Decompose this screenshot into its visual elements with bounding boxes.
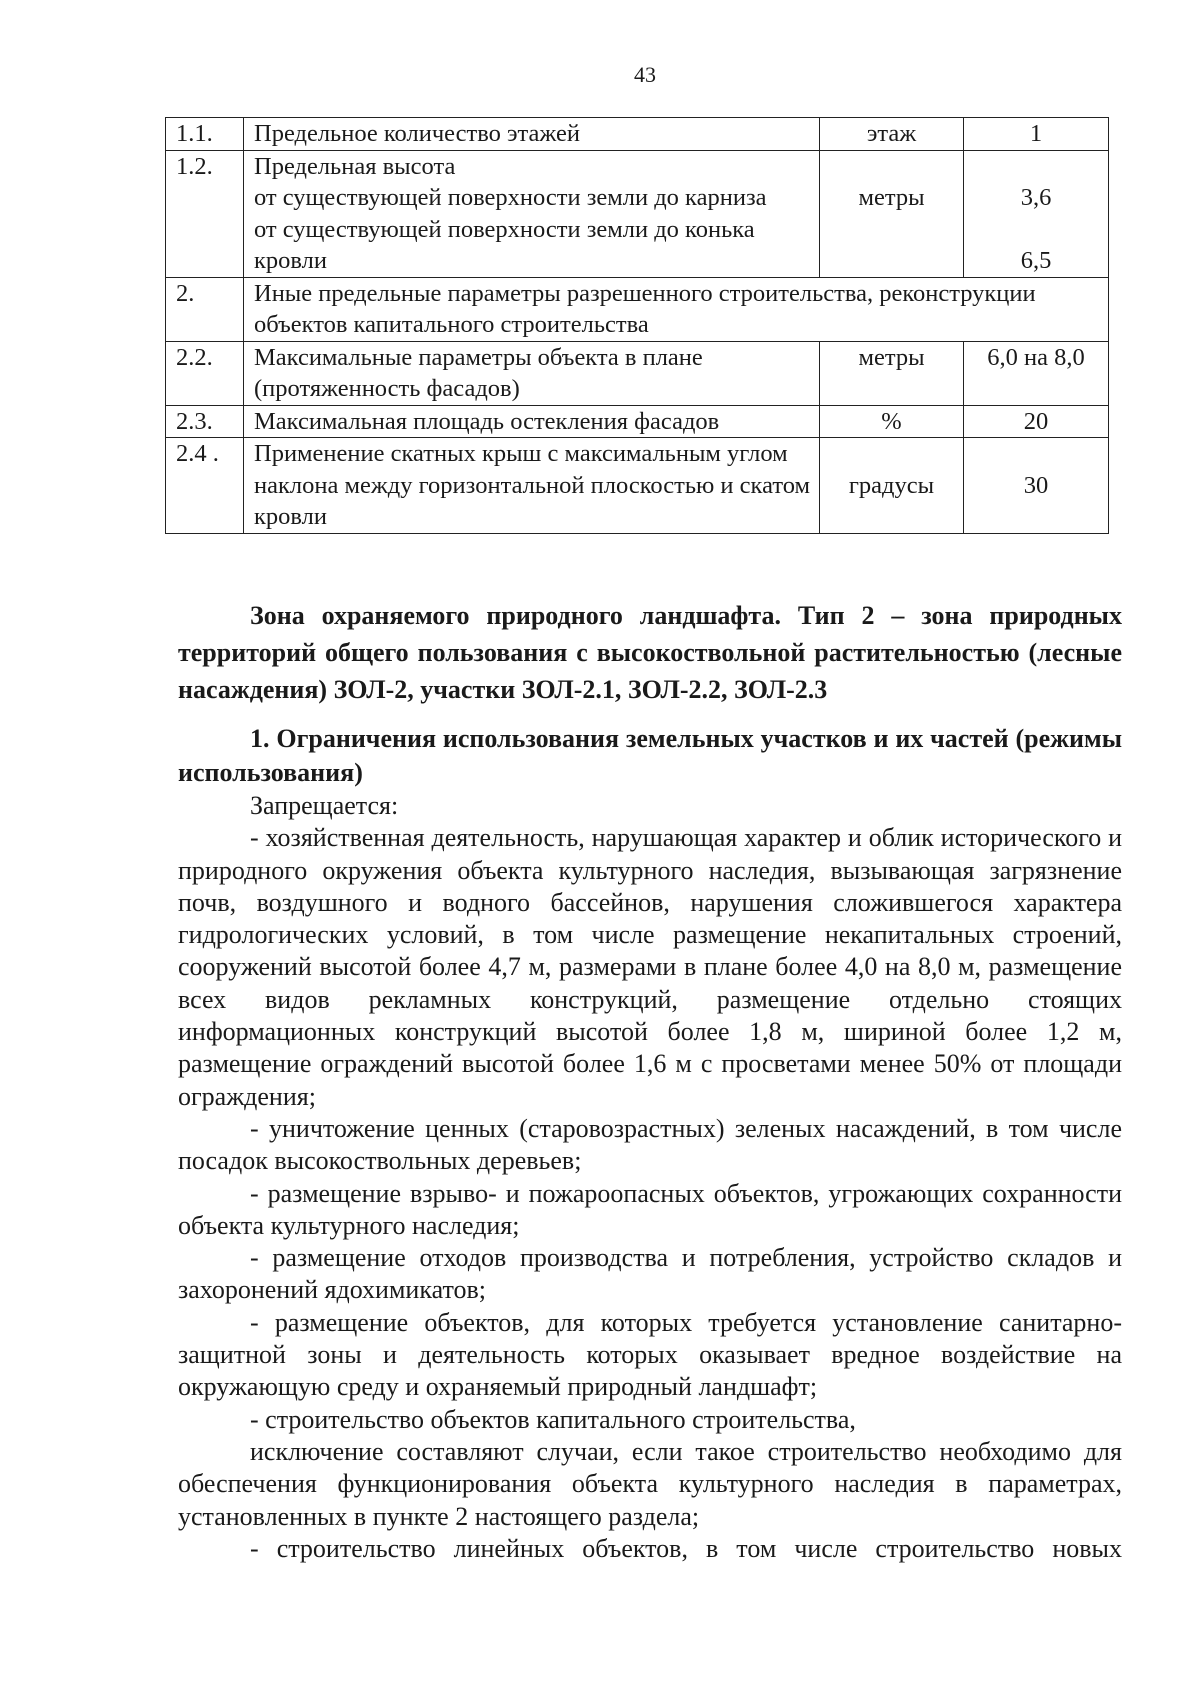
row-parameter: Предельное количество этажей [244, 118, 820, 151]
row-number: 2. [166, 277, 244, 341]
page-number: 43 [634, 62, 656, 87]
paragraph: - строительство объектов капитального строительства, [250, 1404, 856, 1434]
row-parameter: Применение скатных крыш с максимальным углом наклона между горизонтальной плоскостью и скатом кровли [244, 438, 820, 534]
parameters-table [165, 117, 1109, 534]
row-parameter: Иные предельные параметры разрешенного строительства, реконструкции объектов капитального строительства [244, 277, 1109, 341]
row-unit: этаж [820, 118, 964, 151]
paragraph: - размещение взрыво- и пожароопасных объектов, угрожающих сохранности объекта культурного наследия; [178, 1178, 1122, 1240]
row-unit: градусы [820, 438, 964, 534]
paragraph: - строительство линейных объектов, в том числе строительство новых [250, 1533, 1122, 1563]
row-value: 1 [964, 118, 1109, 151]
table-row [166, 341, 1109, 405]
paragraph: Запрещается: [250, 791, 399, 820]
row-parameter: Максимальная площадь остекления фасадов [244, 405, 820, 438]
paragraph: - хозяйственная деятельность, нарушающая характер и облик исторического и природного окружения объекта культурного наследия, вызывающая загрязнение почв, воздушного и водного бассейнов, нарушения сложившегося характера гидрологических условий, в том числе размещение некапитальных строений, сооружений высотой более 4,7 м, размерами в плане более 4,0 на 8,0 м, размещение всех видов рекламных конструкций, размещение отдельно стоящих информационных конструкций высотой более 1,8 м, шириной более 1,2 м, размещение ограждений высотой более 1,6 м с просветами менее 50% от площади ограждения; [178, 823, 1122, 1111]
param-line: от существующей поверхности земли до карниза [254, 184, 767, 211]
row-unit: метры [820, 341, 964, 405]
row-parameter: Максимальные параметры объекта в плане (протяженность фасадов) [244, 341, 820, 405]
table-row [166, 118, 1109, 151]
paragraph: исключение составляют случаи, если такое строительство необходимо для обеспечения функционирования объекта культурного наследия в параметрах, установленных в пункте 2 настоящего раздела; [178, 1436, 1122, 1531]
table-row [166, 405, 1109, 438]
param-line: Предельная высота [254, 152, 456, 180]
row-value [964, 150, 1109, 277]
param-line: от существующей поверхности земли до конька кровли [254, 215, 755, 274]
row-unit: % [820, 405, 964, 438]
row-number: 2.2. [166, 341, 244, 405]
table-row [166, 438, 1109, 534]
section-heading: 1. Ограничения использования земельных участков и их частей (режимы использования) [178, 724, 1122, 787]
row-unit [820, 150, 964, 277]
table-row [166, 150, 1109, 277]
value-line: 6,5 [1020, 247, 1052, 274]
paragraph: - размещение объектов, для которых требуется установление санитарно-защитной зоны и деятельность которых оказывает вредное воздействие на окружающую среду и охраняемый природный ландшафт; [178, 1307, 1122, 1402]
row-number: 1.2. [166, 150, 244, 277]
unit-text: метры [858, 184, 925, 211]
row-number: 1.1. [166, 118, 244, 151]
row-value: 20 [964, 405, 1109, 438]
table-row [166, 277, 1109, 341]
row-value: 30 [964, 438, 1109, 534]
row-number: 2.4 . [166, 438, 244, 534]
body-text [178, 790, 1122, 1565]
row-value: 6,0 на 8,0 [964, 341, 1109, 405]
zone-heading: Зона охраняемого природного ландшафта. Тип 2 – зона природных территорий общего пользования с высокоствольной растительностью (лесные насаждения) ЗОЛ-2, участки ЗОЛ-2.1, ЗОЛ-2.2, ЗОЛ-2.3 [178, 601, 1122, 704]
row-parameter [244, 150, 820, 277]
value-line: 3,6 [1020, 184, 1052, 211]
paragraph: - уничтожение ценных (старовозрастных) зеленых насаждений, в том числе посадок высокоствольных деревьев; [178, 1113, 1122, 1176]
row-number: 2.3. [166, 405, 244, 438]
paragraph: - размещение отходов производства и потребления, устройство складов и захоронений ядохимикатов; [178, 1243, 1122, 1305]
